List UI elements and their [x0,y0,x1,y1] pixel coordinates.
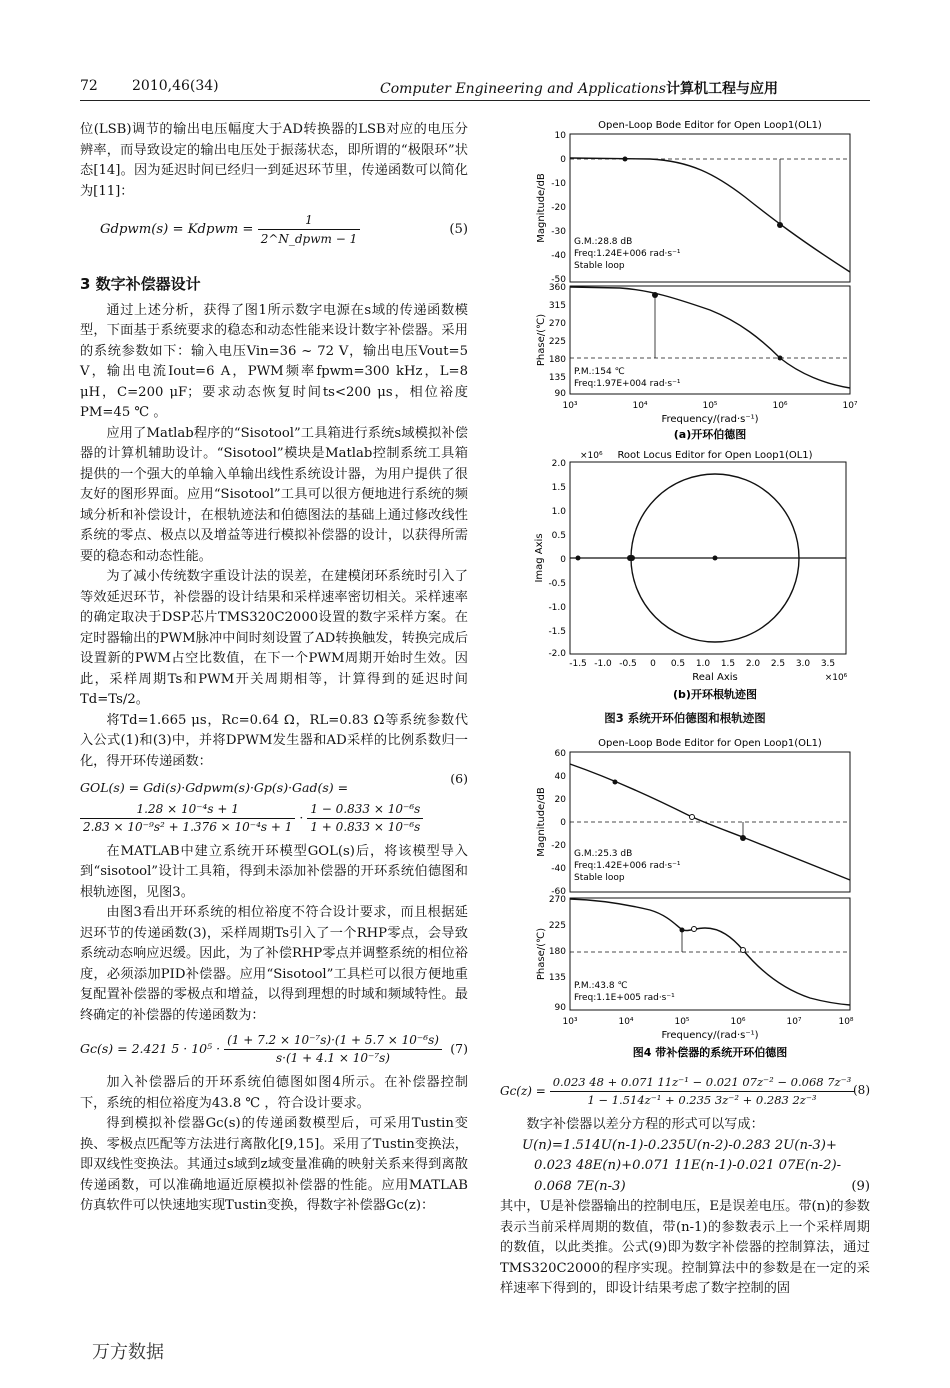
eq5-num: 1 [258,211,361,230]
fig4-title: Open-Loop Bode Editor for Open Loop1(OL1) [598,738,822,749]
fig3a-ph-tick: 135 [548,373,566,383]
fig3b-x-tick: -0.5 [619,659,637,669]
fig3a-ph-tick: 315 [548,301,566,311]
fig4-mag-tick: 60 [554,749,566,759]
figure-3a-bode [500,112,870,442]
footer-watermark: 万方数据 [92,1342,164,1363]
eq9-line: 0.023 48E(n)+0.071 11E(n-1)-0.021 07E(n-2)- [534,1158,842,1173]
fig3a-mag-tick: -10 [551,179,566,189]
paragraph: 应用了Matlab程序的“Sisotool”工具箱进行系统s域模拟补偿器的计算机辅助设计。“Sisotool”模块是Matlab控制系统工具箱提供的一个强大的单输入单输出线性系统设计器，为用户提供了很友好的图形界面。应用“Sisotool”工具可以很方便地进行系统的频域分析和补偿设计，在根轨迹法和伯德图法的基础上通过修改线性系统的零点、极点以及增益等进行模拟补偿器的设计，以获得所需要的稳态和动态性能。 [80,425,468,564]
fig3b-x-tick: 1.0 [695,659,711,669]
eq5-lhs: Gdpwm(s) = Kdpwm = [100,222,254,237]
fig3a-mag-ylabel: Magnitude/dB [536,173,547,243]
fig3a-stable: Stable loop [574,261,625,271]
fig3b-y-tick: 0.5 [551,531,566,541]
fig3b-pole [629,555,635,561]
equation-6: GOL(s) = Gdi(s)·Gdpwm(s)·Gp(s)·Gad(s) = $\frac{\text{1.28 × 10⁻⁴s + 1}}{\text{2.83 × 10⁻⁹s² + 1.376 × 10⁻⁴s + 1}}$ · $\frac{\text{1 − 0.833 × 10⁻⁶s}}{\text{1 + 0.833 × 10⁻⁶s}}$ (6) [80,771,468,834]
fig3a-mag-tick: -40 [551,251,566,261]
fig4-x-tick: 10⁶ [730,1017,746,1027]
fig4-x-tick: 10⁸ [838,1017,854,1027]
fig4-ph-tick: 90 [554,1003,566,1013]
fig4-mag-tick: -20 [551,841,566,851]
fig3b-scale-y: ×10⁶ [580,451,603,461]
fig3b-x-tick: -1.0 [594,659,612,669]
fig3a-ph-tick: 90 [554,389,566,399]
fig3a-ph-tick: 360 [548,283,566,293]
fig3a-title: Open-Loop Bode Editor for Open Loop1(OL1) [598,120,822,131]
eq8-den: 1 − 1.514z⁻¹ + 0.235 3z⁻² + 0.283 2z⁻³ [587,1093,817,1107]
eq5-den: 2^N_dpwm − 1 [260,232,358,246]
fig3a-ph-tick: 270 [548,319,566,329]
fig4-ph-tick: 180 [548,947,566,957]
fig3a-x-tick: 10³ [562,401,578,411]
fig3a-pm: P.M.:154 ℃ [574,367,625,377]
fig3a-phase-marker [778,356,783,361]
eq5-fraction [258,211,361,248]
fig3b-title: Root Locus Editor for Open Loop1(OL1) [617,450,813,461]
fig3b-y-tick: 0 [560,555,566,565]
page-number: 72 [80,78,98,94]
eq8-num: 0.023 48 + 0.071 11z⁻¹ − 0.021 07z⁻² − 0.068 7z⁻³ [550,1074,855,1092]
fig4-phase-marker [741,948,746,953]
fig4-x-tick: 10⁷ [786,1017,802,1027]
fig3a-ph-tick: 180 [548,355,566,365]
fig3a-phase-ylabel: Phase/(℃) [536,313,547,367]
fig4-stable: Stable loop [574,873,625,883]
fig4-mag-tick: 40 [554,772,566,782]
equation-8 [500,1074,870,1109]
fig3a-ph-tick: 225 [548,337,566,347]
fig4-pm: P.M.:43.8 ℃ [574,981,628,991]
journal-title-cn: 计算机工程与应用 [666,81,778,97]
eq8-fraction [550,1074,855,1109]
eq6-den1: 2.83 × 10⁻⁹s² + 1.376 × 10⁻⁴s + 1 [83,819,293,834]
eq6-den2: 1 + 0.833 × 10⁻⁶s [310,819,421,834]
fig3a-x-tick: 10⁷ [842,401,858,411]
fig4-x-tick: 10³ [562,1017,578,1027]
eq6-num1: 1.28 × 10⁻⁴s + 1 [80,801,295,819]
fig3b-ylabel: Imag Axis [534,533,545,583]
fig3b-x-tick: 1.5 [720,659,736,669]
paragraph: 得到模拟补偿器Gc(s)的传递函数模型后，可采用Tustin变换、零极点匹配等方法进行离散化[9,15]。采用了Tustin变换法，即双线性变换法。其通过s域到z域变量准确的映射关系来得到离散传递函数，可以准确地逼近原模拟补偿器的性能。应用MATLAB仿真软件可以快速地实现Tustin变换，得数字补偿器Gc(z)： [80,1116,468,1213]
journal-title-en: Computer Engineering and Applications [380,81,666,97]
eq6-num2: 1 − 0.833 × 10⁻⁶s [307,801,423,819]
paragraph: 在MATLAB中建立系统开环模型GOL(s)后，将该模型导入到“sisotool”设计工具箱，得到未添加补偿器的开环系统伯德图和根轨迹图，见图3。 [80,843,468,900]
fig3a-mag-frame [570,134,850,282]
fig3a-mag-marker [623,157,628,162]
eq7-num: (1 + 7.2 × 10⁻⁷s)·(1 + 5.7 × 10⁻⁶s) [224,1032,442,1050]
eq9-line-3 [522,1177,870,1198]
fig3b-x-tick: -1.5 [569,659,587,669]
fig4-pm-point [680,928,685,933]
fig4-gm-point [740,835,746,841]
paragraph: 为了减小传统数字重设计法的误差，在建模闭环系统时引入了等效延迟环节，补偿器的设计结果和采样速率密切相关。采样速率的确定取决于DSP芯片TMS320C2000设置的数字采样方案。在定时器输出的PWM脉冲中间时刻设置了AD转换触发，转换完成后设置新的PWM占空比数值，在下一个PWM周期开始时生效。因此，采样周期Ts和PWM开关周期相等，计算得到的延迟时间Td=Ts/2。 [80,569,468,707]
paragraph: 数字补偿器以差分方程的形式可以写成： [526,1117,764,1132]
fig4-xlabel: Frequency/(rad·s⁻¹) [661,1030,759,1041]
fig3a-x-tick: 10⁴ [632,401,648,411]
fig3a-xlabel: Frequency/(rad·s⁻¹) [661,414,759,425]
fig4-ph-tick: 135 [548,973,566,983]
eq8-number: (8) [853,1083,870,1097]
eq6-number: (6) [450,771,468,786]
eq6-lhs: GOL(s) = Gdi(s)·Gdpwm(s)·Gp(s)·Gad(s) = [80,780,349,795]
journal-title [380,78,778,98]
fig3a-mag-tick: -20 [551,203,566,213]
fig3b-y-tick: -1.5 [548,627,566,637]
fig3b-y-tick: -1.0 [548,603,566,613]
fig4-phase-ylabel: Phase/(℃) [536,927,547,981]
fig3b-caption: (b)开环根轨迹图 [673,688,757,701]
fig4-mag-marker [613,780,618,785]
paragraph: 加入补偿器后的开环系统伯德图如图4所示。在补偿器控制下，系统的相位裕度为43.8 ℃ ，符合设计要求。 [80,1075,468,1111]
fig4-ph-tick: 270 [548,895,566,905]
fig3b-y-tick: -0.5 [548,579,566,589]
fig3a-mag-tick: 0 [560,155,566,165]
fig3a-gm: G.M.:28.8 dB [574,237,633,247]
fig3a-pm-point [652,292,658,298]
eq9-line: U(n)=1.514U(n-1)-0.235U(n-2)-0.283 2U(n-3)+ [522,1137,837,1153]
fig4-phase-marker [692,927,697,932]
fig3a-x-tick: 10⁶ [772,401,788,411]
fig3b-xlabel: Real Axis [692,672,738,683]
figure-3b-root-locus [500,444,870,706]
fig3b-y-tick: -2.0 [548,649,566,659]
fig4-mag-tick: 20 [554,795,566,805]
paragraph: 由图3看出开环系统的相位裕度不符合设计要求，而且根据延迟环节的传递函数(3)，采样周期Ts引入了一个RHP零点，会导致系统动态响应迟缓。因此，为了补偿RHP零点并调整系统的相位裕度，必须添加PID补偿器。应用“Sisotool”工具栏可以很方便地重复配置补偿器的零极点和增益，以得到理想的时域和频域特性。最终确定的补偿器的传递函数为： [80,905,468,1023]
eq6-fraction-2 [307,801,423,836]
fig3a-caption: (a)开环伯德图 [673,428,747,441]
fig4-pm-freq: Freq:1.1E+005 rad·s⁻¹ [574,993,675,1003]
fig3b-y-tick: 1.0 [551,507,566,517]
fig3b-scale-x: ×10⁶ [824,673,848,683]
fig4-caption: 图4 带补偿器的系统开环伯德图 [632,1046,788,1059]
fig3a-mag-tick: -30 [551,227,566,237]
fig3b-x-tick: 3.5 [820,659,836,669]
equation-7 [80,1032,468,1067]
left-column [80,120,468,1217]
header-rule [80,100,870,101]
equation-5 [100,208,468,252]
fig4-x-tick: 10⁴ [618,1017,634,1027]
fig3a-mag-tick: 10 [554,131,566,141]
eq7-den: s·(1 + 4.1 × 10⁻⁷s) [275,1051,390,1065]
fig3b-y-tick: 1.5 [551,483,566,493]
figure-4-bode [500,732,870,1064]
fig3b-x-tick: 2.5 [770,659,786,669]
fig3b-x-tick: 0 [650,659,656,669]
paragraph: 其中，U是补偿器输出的控制电压，E是误差电压。带(n)的参数表示当前采样周期的数值，带(n-1)的参数表示上一个采样周期的数值，以此类推。公式(9)即为数字补偿器的控制算法，通过TMS320C2000的程序实现。控制算法中的参数是在一定的采样速率下得到的，即设计结果考虑了数字控制的固 [500,1199,870,1296]
eq8-lhs: Gc(z) = [500,1084,546,1098]
fig4-mag-tick: -40 [551,864,566,874]
section-heading: 3 数字补偿器设计 [80,275,201,293]
paragraph: 位(LSB)调节的输出电压幅度大于AD转换器的LSB对应的电压分辨率，而导致设定的输出电压处于振荡状态，即所谓的“极限环”状态[14]。因为延迟时间已经归一到延迟环节里，传递函数可以简化为[11]： [80,122,468,199]
fig3a-gm-point [777,222,783,228]
year-issue: 2010,46(34) [132,78,219,94]
eq7-number: (7) [450,1041,468,1056]
fig3b-x-tick: 0.5 [670,659,686,669]
fig3a-phase-frame [570,286,850,394]
right-column [500,1070,870,1300]
eq7-fraction [224,1032,442,1067]
fig4-mag-tick: 0 [560,818,566,828]
fig3a-gm-freq: Freq:1.24E+006 rad·s⁻¹ [574,249,681,259]
fig3b-y-tick: 2.0 [551,459,566,469]
fig4-mag-ylabel: Magnitude/dB [536,787,547,857]
fig4-gm: G.M.:25.3 dB [574,849,633,859]
fig4-gm-freq: Freq:1.42E+006 rad·s⁻¹ [574,861,681,871]
fig3a-x-tick: 10⁵ [702,401,718,411]
figure-3-caption: 图3 系统开环伯德图和根轨迹图 [604,711,766,725]
fig3a-mag-tick: -50 [551,275,566,285]
eq6-fraction-1 [80,801,295,836]
fig3b-pole [576,556,581,561]
fig3b-x-tick: 3.0 [795,659,811,669]
fig3a-pm-freq: Freq:1.97E+004 rad·s⁻¹ [574,379,681,389]
eq9-number: (9) [851,1178,870,1194]
fig3b-zero [713,556,718,561]
paragraph: 通过上述分析，获得了图1所示数字电源在s域的传递函数模型，下面基于系统要求的稳态和动态性能来设计数字补偿器。采用的系统参数如下：输入电压Vin=36 ~ 72 V，输出电压Vout=5 V，输出电流Iout=6 A，PWM频率fpwm=300 kHz，L=8 μH，C=200 μF；要求动态恢复时间ts<200 μs，相位裕度PM=45 ℃ 。 [80,302,468,420]
fig4-mag-tick: -60 [551,887,566,897]
fig4-mag-marker [690,815,695,820]
eq7-lhs: Gc(s) = 2.421 5 · 10⁵ · [80,1041,221,1056]
equation-9 [522,1136,870,1198]
fig4-ph-tick: 225 [548,921,566,931]
paragraph: 将Td=1.665 μs，Rc=0.64 Ω，RL=0.83 Ω等系统参数代入公式(1)和(3)中，并将DPWM发生器和AD采样的比例系数归一化，得开环传递函数： [80,712,468,769]
eq9-line: 0.068 7E(n-3) [534,1178,626,1194]
eq5-number: (5) [449,222,468,237]
fig3b-x-tick: 2.0 [745,659,761,669]
fig4-x-tick: 10⁵ [674,1017,690,1027]
running-header [80,78,870,98]
